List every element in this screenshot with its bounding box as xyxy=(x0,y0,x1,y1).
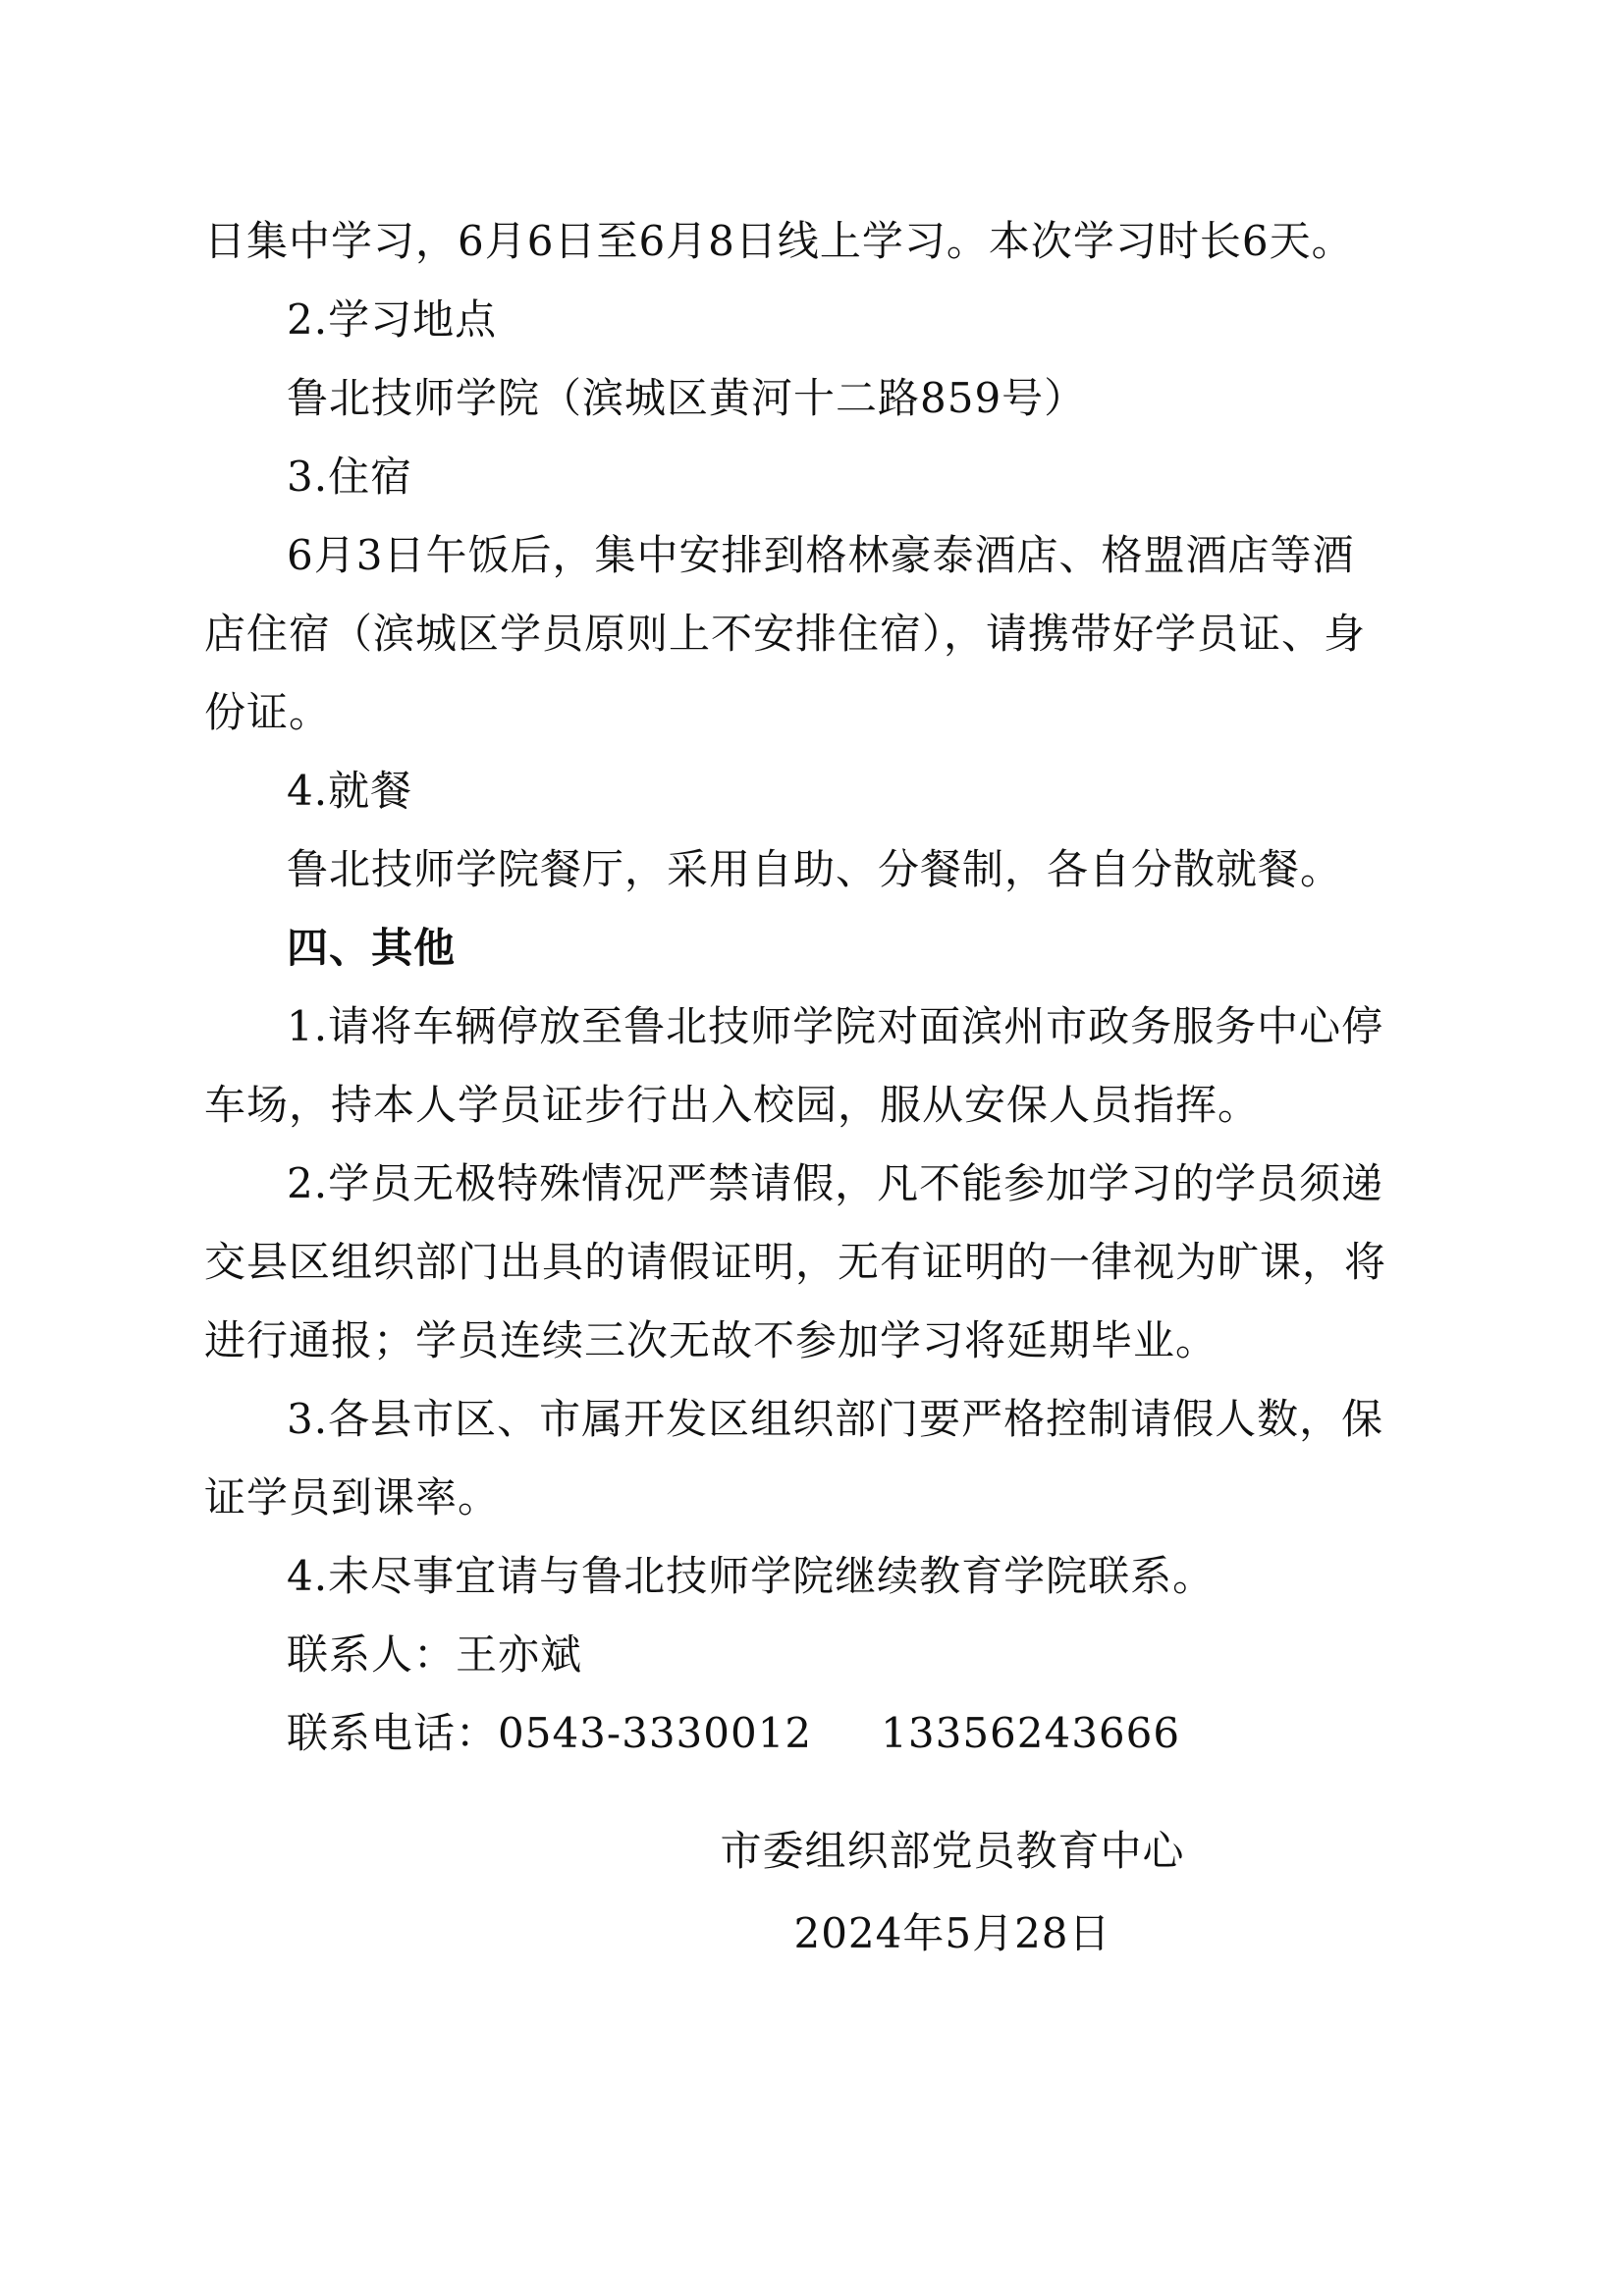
contact-person: 联系人：王亦斌 xyxy=(287,1630,583,1679)
section-heading-other: 四、其他 xyxy=(287,924,457,972)
item-dining-title: 4.就餐 xyxy=(287,767,413,815)
paragraph-leave-policy-line-3: 进行通报；学员连续三次无故不参加学习将延期毕业。 xyxy=(204,1316,1218,1364)
contact-phone-label: 联系电话： xyxy=(287,1709,499,1757)
paragraph-parking-line-2: 车场，持本人学员证步行出入校园，服从安保人员指挥。 xyxy=(204,1081,1261,1129)
paragraph-parking-line-1: 1.请将车辆停放至鲁北技师学院对面滨州市政务服务中心停 xyxy=(287,1002,1384,1050)
paragraph-leave-policy-line-2: 交县区组织部门出具的请假证明，无有证明的一律视为旷课，将 xyxy=(204,1238,1387,1286)
paragraph-accommodation-line-2: 店住宿（滨城区学员原则上不安排住宿），请携带好学员证、身 xyxy=(204,610,1367,658)
paragraph-accommodation-line-1: 6月3日午饭后，集中安排到格林豪泰酒店、格盟酒店等酒 xyxy=(287,531,1355,579)
item-study-location-title: 2.学习地点 xyxy=(287,295,498,344)
item-accommodation-title: 3.住宿 xyxy=(287,453,413,501)
contact-phone-line xyxy=(287,1694,1514,1773)
paragraph-attendance-control-line-1: 3.各县市区、市属开发区组织部门要严格控制请假人数，保 xyxy=(287,1395,1384,1443)
paragraph-accommodation-line-3: 份证。 xyxy=(204,688,332,736)
paragraph-dining: 鲁北技师学院餐厅，采用自助、分餐制，各自分散就餐。 xyxy=(287,845,1343,893)
paragraph-leave-policy-line-1: 2.学员无极特殊情况严禁请假，凡不能参加学习的学员须递 xyxy=(287,1159,1384,1207)
signature-date: 2024年5月28日 xyxy=(793,1909,1111,1957)
signature-organization: 市委组织部党员教育中心 xyxy=(720,1827,1185,1875)
contact-phone-2: 13356243666 xyxy=(881,1709,1181,1757)
paragraph-contact-note: 4.未尽事宜请与鲁北技师学院继续教育学院联系。 xyxy=(287,1552,1216,1600)
paragraph-study-schedule-continued: 日集中学习，6月6日至6月8日线上学习。本次学习时长6天。 xyxy=(204,217,1354,265)
contact-phone-1: 0543-3330012 xyxy=(498,1709,813,1757)
paragraph-attendance-control-line-2: 证学员到课率。 xyxy=(204,1473,501,1522)
paragraph-study-location: 鲁北技师学院（滨城区黄河十二路859号） xyxy=(287,374,1087,422)
